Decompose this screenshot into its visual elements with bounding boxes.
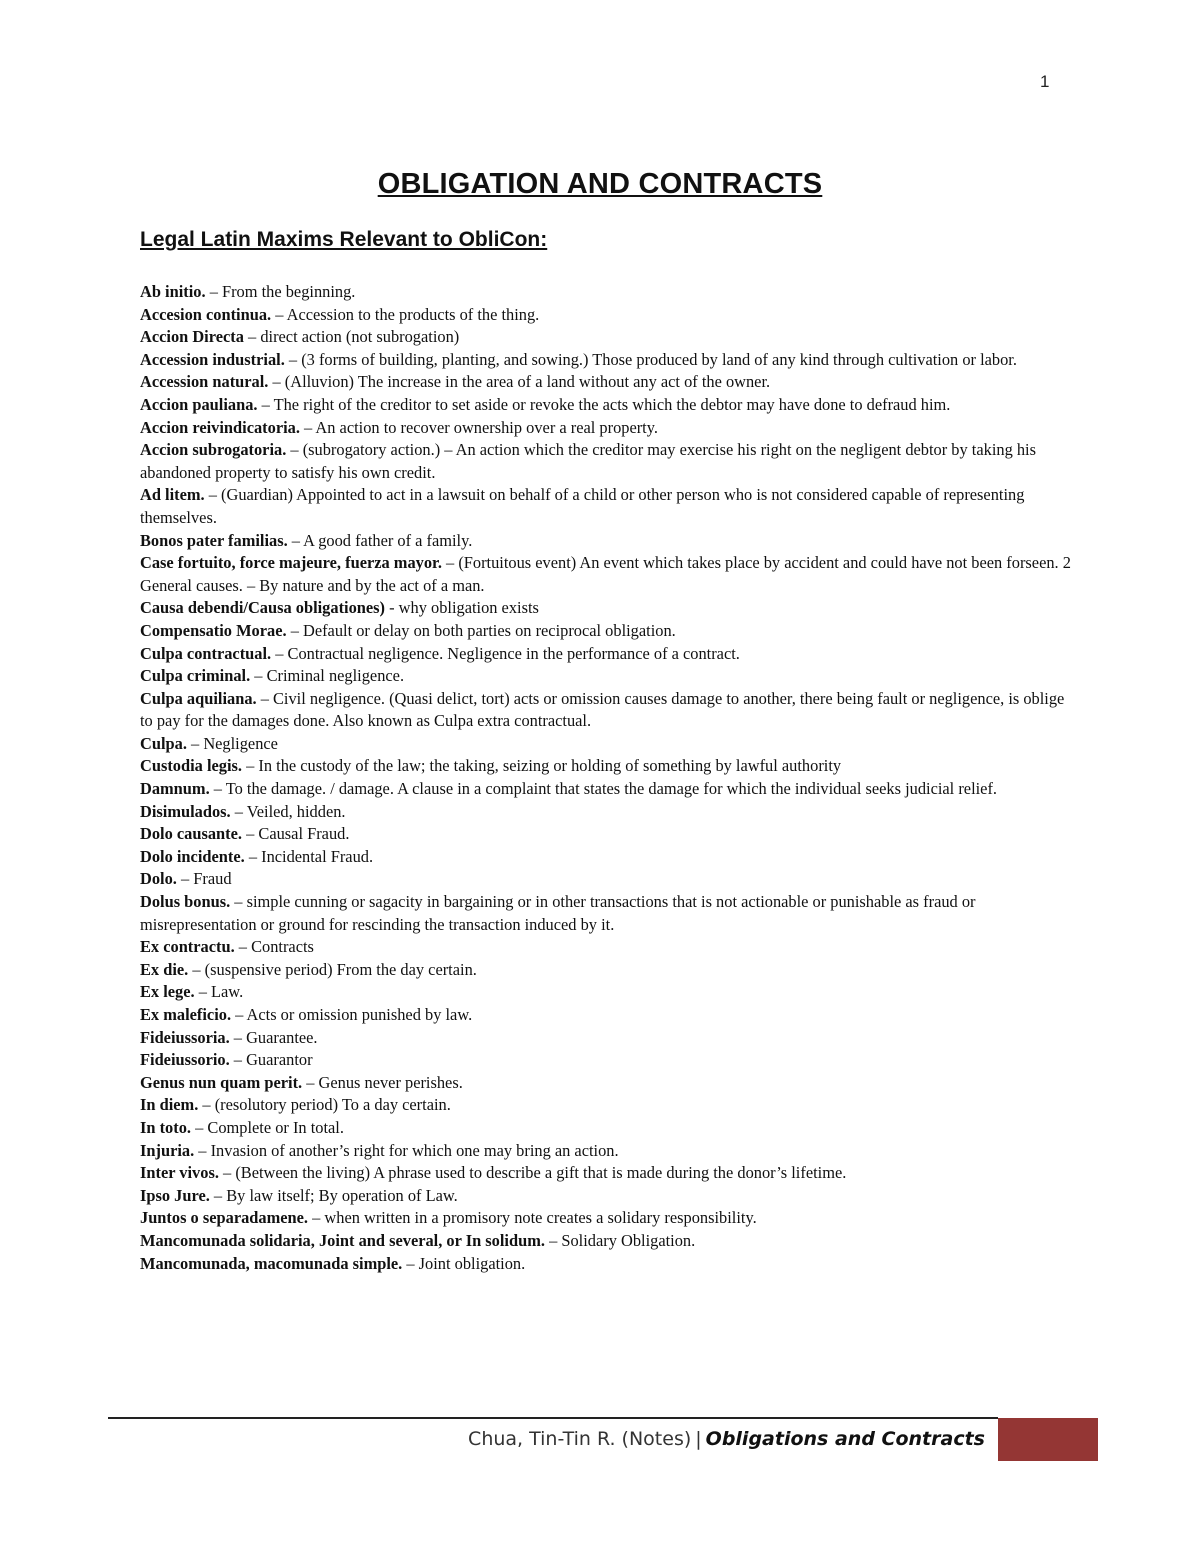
glossary-term: Inter vivos. [140,1163,219,1183]
glossary-definition: – Default or delay on both parties on reciprocal obligation. [286,620,676,640]
glossary-definition: – Contractual negligence. Negligence in the performance of a contract. [271,643,740,663]
glossary-definition: – Veiled, hidden. [230,801,346,821]
glossary-definition: – (3 forms of building, planting, and sowing.) Those produced by land of any kind through cultivation or labor. [284,349,1017,369]
glossary-definition: – Guarantee. [229,1027,318,1047]
footer-subject: Obligations and Contracts [705,1428,985,1450]
glossary-entry [140,846,1080,869]
glossary-entry [140,552,1080,597]
glossary-list [140,281,1080,1275]
glossary-definition: – Contracts [234,937,314,957]
glossary-entry [140,349,1080,372]
footer-accent-block [998,1418,1098,1461]
glossary-definition: – (Fortuitous event) An event which takes place by accident and could have not been forseen. 2 General causes. – By nature and by the act of a man. [140,553,1071,595]
glossary-entry [140,1140,1080,1163]
glossary-term: Culpa criminal. [140,666,251,686]
glossary-term: Ab initio. [140,282,206,301]
glossary-term: In toto. [140,1117,191,1137]
glossary-term: Culpa aquiliana. [140,688,257,708]
glossary-term: Fideiussorio. [140,1050,230,1070]
glossary-entry [140,620,1080,643]
glossary-definition: – In the custody of the law; the taking, seizing or holding of something by lawful authority [242,756,842,776]
glossary-term: Juntos o separadamene. [140,1208,309,1228]
footer [300,1428,985,1450]
glossary-entry [140,1207,1080,1230]
glossary-definition: – Criminal negligence. [250,666,405,686]
glossary-entry [140,643,1080,666]
glossary-entry [140,1230,1080,1253]
glossary-definition: – Incidental Fraud. [244,846,374,866]
glossary-term: Dolo. [140,869,177,889]
glossary-entry [140,959,1080,982]
glossary-definition: – Law. [194,982,244,1002]
glossary-term: Genus nun quam perit. [140,1072,303,1092]
glossary-definition: – A good father of a family. [287,530,473,550]
glossary-entry [140,868,1080,891]
glossary-entry [140,1049,1080,1072]
glossary-definition: – Guarantor [229,1050,313,1070]
glossary-entry [140,304,1080,327]
glossary-entry [140,394,1080,417]
glossary-definition: – (subrogatory action.) – An action which the creditor may exercise his right on the negligent debtor by taking his abandoned property to satisfy his own credit. [140,440,1036,482]
glossary-definition: – Joint obligation. [402,1253,526,1273]
glossary-entry [140,1072,1080,1095]
glossary-term: Accion reivindicatoria. [140,417,300,437]
glossary-definition: – Civil negligence. (Quasi delict, tort) acts or omission causes damage to another, there being fault or negligence, is oblige to pay for the damages done. Also known as Culpa extra contractual. [140,688,1065,731]
glossary-entry [140,733,1080,756]
glossary-entry [140,439,1080,484]
glossary-definition: – By law itself; By operation of Law. [209,1185,458,1205]
glossary-term: In diem. [140,1095,199,1115]
footer-separator: | [695,1428,702,1450]
glossary-term: Mancomunada solidaria, Joint and several, or In solidum. [140,1230,545,1250]
glossary-definition: – Solidary Obligation. [544,1230,696,1250]
glossary-term: Culpa contractual. [140,643,272,663]
glossary-entry [140,597,1080,620]
glossary-term: Dolo causante. [140,824,242,844]
glossary-definition: – when written in a promisory note creates a solidary responsibility. [308,1208,757,1228]
glossary-definition: – Fraud [176,869,232,889]
section-heading: Legal Latin Maxims Relevant to ObliCon: [140,228,548,251]
glossary-entry [140,1027,1080,1050]
glossary-definition: – Causal Fraud. [242,824,350,844]
glossary-entry [140,1004,1080,1027]
glossary-term: Causa debendi/Causa obligationes) [140,598,386,618]
glossary-definition: – Acts or omission punished by law. [231,1005,473,1024]
glossary-definition: – To the damage. / damage. A clause in a complaint that states the damage for which the individual seeks judicial relief. [209,779,998,799]
glossary-term: Ex die. [140,959,189,979]
glossary-term: Dolus bonus. [140,892,231,912]
glossary-entry [140,1117,1080,1140]
glossary-definition: – The right of the creditor to set aside or revoke the acts which the debtor may have done to defraud him. [257,394,951,414]
glossary-entry [140,281,1080,304]
glossary-term: Culpa. [140,733,187,753]
glossary-definition: – (suspensive period) From the day certain. [188,959,477,979]
glossary-entry [140,891,1080,936]
glossary-definition: – simple cunning or sagacity in bargaining or in other transactions that is not actionable or punishable as fraud or misrepresentation or ground for rescinding the transaction induced by it. [140,892,976,934]
glossary-term: Dolo incidente. [140,846,245,866]
glossary-term: Accession industrial. [140,349,285,369]
glossary-entry [140,1185,1080,1208]
glossary-entry [140,823,1080,846]
glossary-definition: – Invasion of another’s right for which one may bring an action. [194,1140,619,1160]
glossary-term: Accesion continua. [140,304,272,324]
glossary-term: Case fortuito, force majeure, fuerza mayor. [140,553,442,573]
glossary-definition: – direct action (not subrogation) [243,327,460,347]
glossary-entry [140,484,1080,529]
glossary-entry [140,1253,1080,1276]
glossary-definition: – Genus never perishes. [302,1072,463,1092]
glossary-definition: – (Between the living) A phrase used to describe a gift that is made during the donor’s lifetime. [218,1163,847,1183]
document-title: OBLIGATION AND CONTRACTS [377,168,823,200]
glossary-term: Compensatio Morae. [140,620,287,640]
glossary-term: Ex maleficio. [140,1005,232,1024]
glossary-term: Ex contractu. [140,937,235,957]
glossary-term: Accion Directa [140,327,244,347]
glossary-definition: – Complete or In total. [191,1117,344,1137]
glossary-entry [140,981,1080,1004]
glossary-definition: – (resolutory period) To a day certain. [198,1095,451,1115]
glossary-term: Accession natural. [140,372,269,392]
glossary-term: Bonos pater familias. [140,530,288,550]
glossary-entry [140,688,1080,733]
glossary-term: Fideiussoria. [140,1027,230,1047]
glossary-term: Damnum. [140,779,210,799]
glossary-term: Accion pauliana. [140,394,258,414]
glossary-term: Injuria. [140,1140,195,1160]
glossary-definition: – Accession to the products of the thing. [271,304,540,324]
glossary-entry [140,1094,1080,1117]
glossary-entry [140,801,1080,824]
footer-divider [108,1417,998,1419]
glossary-term: Ad litem. [140,485,205,505]
page-number: 1 [1040,72,1050,91]
glossary-term: Disimulados. [140,801,231,821]
glossary-term: Ex lege. [140,982,195,1002]
glossary-entry [140,1162,1080,1185]
glossary-entry [140,417,1080,440]
glossary-term: Custodia legis. [140,756,243,776]
glossary-entry [140,530,1080,553]
glossary-definition: - why obligation exists [385,598,539,618]
glossary-entry [140,936,1080,959]
glossary-definition: – From the beginning. [205,282,356,301]
glossary-definition: – An action to recover ownership over a real property. [299,417,658,437]
glossary-entry [140,371,1080,394]
glossary-definition: – Negligence [186,733,278,753]
glossary-entry [140,778,1080,801]
glossary-entry [140,665,1080,688]
glossary-definition: – (Alluvion) The increase in the area of a land without any act of the owner. [268,372,771,392]
glossary-entry [140,755,1080,778]
glossary-entry [140,326,1080,349]
glossary-term: Accion subrogatoria. [140,440,287,460]
glossary-definition: – (Guardian) Appointed to act in a lawsuit on behalf of a child or other person who is not considered capable of representing themselves. [140,485,1025,527]
footer-author: Chua, Tin-Tin R. (Notes) [468,1428,692,1450]
glossary-term: Mancomunada, macomunada simple. [140,1253,403,1273]
glossary-term: Ipso Jure. [140,1185,210,1205]
